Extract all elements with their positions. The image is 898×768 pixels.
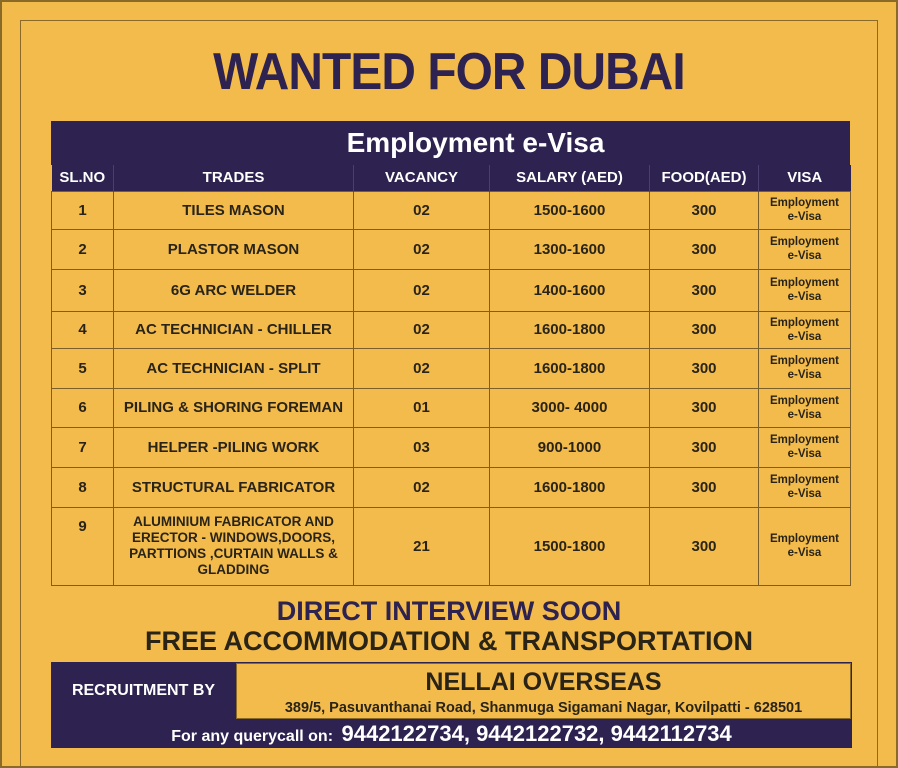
poster-title: WANTED FOR DUBAI	[213, 43, 685, 101]
cell-trade: HELPER -PILING WORK	[114, 427, 354, 467]
cell-slno: 5	[52, 348, 114, 388]
column-header-salary: SALARY (AED)	[490, 165, 650, 191]
table-row	[52, 348, 851, 388]
cell-visa	[759, 507, 851, 585]
cell-slno: 2	[52, 229, 114, 269]
column-header-food: FOOD(AED)	[650, 165, 759, 191]
table-row	[52, 467, 851, 507]
cell-trade: 6G ARC WELDER	[114, 269, 354, 311]
cell-food: 300	[650, 507, 759, 585]
cell-food: 300	[650, 467, 759, 507]
cell-visa	[759, 388, 851, 427]
cell-vacancy: 02	[354, 467, 490, 507]
cell-salary: 1300-1600	[490, 229, 650, 269]
cell-visa	[759, 229, 851, 269]
table-row	[52, 229, 851, 269]
cell-vacancy: 02	[354, 348, 490, 388]
cell-vacancy: 02	[354, 269, 490, 311]
cell-salary: 3000- 4000	[490, 388, 650, 427]
cell-salary: 1600-1800	[490, 311, 650, 348]
cell-salary: 1500-1600	[490, 191, 650, 229]
visa-line1: Employment	[769, 316, 839, 329]
cell-salary: 1400-1600	[490, 269, 650, 311]
recruitment-by-label: RECRUITMENT BY	[71, 682, 216, 699]
visa-line1: Employment	[769, 434, 839, 446]
company-info-box	[236, 663, 851, 719]
cell-visa	[759, 269, 851, 311]
jobs-table-container	[51, 121, 850, 586]
interview-banner: DIRECT INTERVIEW SOON	[276, 596, 622, 626]
cell-slno: 9	[52, 507, 114, 585]
table-row	[52, 191, 851, 229]
column-header-visa: VISA	[759, 165, 851, 191]
table-row	[52, 269, 851, 311]
visa-line1: Employment	[769, 355, 839, 367]
cell-salary: 1500-1800	[490, 507, 650, 585]
contact-phones: 9442122734, 9442122732, 9442112734	[341, 721, 732, 746]
jobs-table	[51, 165, 851, 586]
table-title: Employment e-Visa	[51, 121, 850, 165]
cell-slno: 4	[52, 311, 114, 348]
visa-line1: Employment	[769, 533, 839, 545]
visa-line2: e-Visa	[787, 211, 822, 223]
cell-visa	[759, 348, 851, 388]
visa-line2: e-Visa	[787, 250, 822, 262]
cell-salary: 900-1000	[490, 427, 650, 467]
cell-trade: AC TECHNICIAN - CHILLER	[114, 311, 354, 348]
visa-line1: Employment	[769, 277, 839, 289]
table-row	[52, 507, 851, 585]
visa-line2: e-Visa	[787, 408, 822, 421]
column-header-slno: SL.NO	[52, 165, 114, 191]
cell-salary: 1600-1800	[490, 348, 650, 388]
cell-visa	[759, 427, 851, 467]
table-row	[52, 311, 851, 348]
visa-line2: e-Visa	[787, 291, 822, 303]
cell-slno: 6	[52, 388, 114, 427]
cell-vacancy: 02	[354, 191, 490, 229]
cell-slno: 1	[52, 191, 114, 229]
cell-vacancy: 03	[354, 427, 490, 467]
company-address: 389/5, Pasuvanthanai Road, Shanmuga Sigamani Nagar, Kovilpatti - 628501	[284, 700, 803, 716]
recruiter-footer	[51, 662, 852, 748]
cell-salary: 1600-1800	[490, 467, 650, 507]
cell-trade: ALUMINIUM FABRICATOR AND ERECTOR - WINDOWS,DOORS, PARTTIONS ,CURTAIN WALLS & GLADDING	[114, 507, 354, 585]
cell-vacancy: 01	[354, 388, 490, 427]
cell-trade: PLASTOR MASON	[114, 229, 354, 269]
table-row	[52, 388, 851, 427]
cell-slno: 7	[52, 427, 114, 467]
visa-line2: e-Visa	[787, 448, 822, 460]
contact-label: For any querycall on:	[171, 728, 334, 745]
visa-line1: Employment	[769, 394, 839, 407]
visa-line2: e-Visa	[787, 330, 822, 343]
cell-trade: STRUCTURAL FABRICATOR	[114, 467, 354, 507]
benefits-banner: FREE ACCOMMODATION & TRANSPORTATION	[145, 626, 753, 656]
cell-slno: 3	[52, 269, 114, 311]
cell-food: 300	[650, 269, 759, 311]
visa-line2: e-Visa	[787, 369, 822, 381]
column-header-vacancy: VACANCY	[354, 165, 490, 191]
company-name: NELLAI OVERSEAS	[425, 668, 662, 696]
cell-slno: 8	[52, 467, 114, 507]
cell-vacancy: 02	[354, 229, 490, 269]
visa-line2: e-Visa	[787, 547, 822, 559]
cell-food: 300	[650, 229, 759, 269]
visa-line1: Employment	[769, 474, 839, 486]
cell-food: 300	[650, 311, 759, 348]
visa-line2: e-Visa	[787, 488, 822, 500]
cell-food: 300	[650, 191, 759, 229]
cell-trade: AC TECHNICIAN - SPLIT	[114, 348, 354, 388]
cell-visa	[759, 191, 851, 229]
contact-line	[51, 720, 852, 748]
table-header-row	[52, 165, 851, 191]
cell-visa	[759, 467, 851, 507]
cell-food: 300	[650, 388, 759, 427]
visa-line1: Employment	[769, 236, 839, 248]
cell-vacancy: 02	[354, 311, 490, 348]
cell-food: 300	[650, 348, 759, 388]
column-header-trades: TRADES	[114, 165, 354, 191]
cell-food: 300	[650, 427, 759, 467]
visa-line1: Employment	[769, 197, 839, 209]
cell-vacancy: 21	[354, 507, 490, 585]
table-row	[52, 427, 851, 467]
cell-trade: PILING & SHORING FOREMAN	[114, 388, 354, 427]
cell-trade: TILES MASON	[114, 191, 354, 229]
cell-visa	[759, 311, 851, 348]
